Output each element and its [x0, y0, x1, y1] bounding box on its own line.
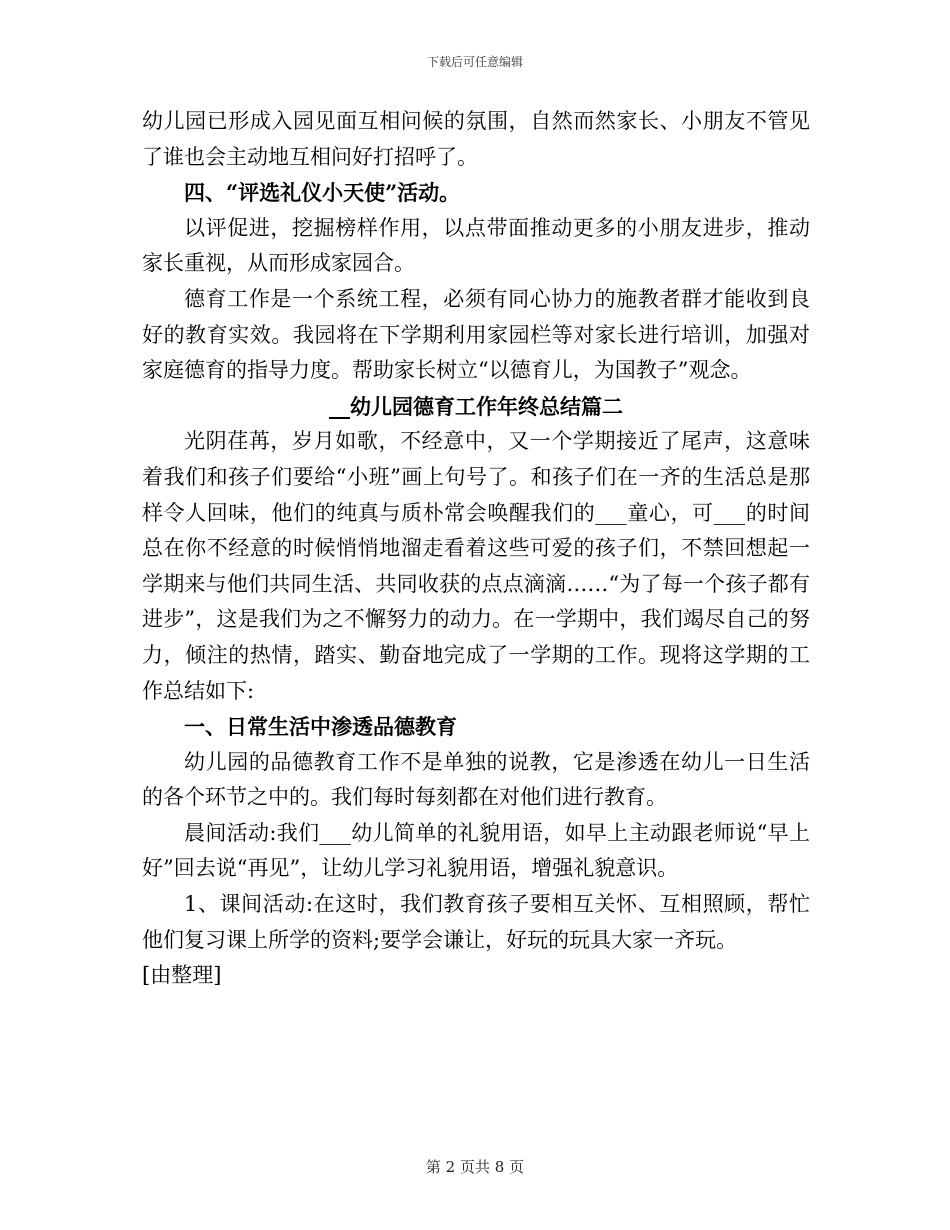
paragraph: 1、课间活动:在这时，我们教育孩子要相互关怀、互相照顾，帮忙他们复习课上所学的资料;要学会谦让，好玩的玩具大家一齐玩。: [142, 892, 810, 952]
paragraph-continuation: 幼儿园已形成入园见面互相问候的氛围，自然而然家长、小朋友不管见了谁也会主动地互相问好打招呼了。: [142, 109, 810, 169]
article-title: __幼儿园德育工作年终总结篇二: [329, 393, 623, 419]
paragraph: 晨间活动:我们___幼儿简单的礼貌用语，如早上主动跟老师说“早上好”回去说“再见”，让幼儿学习礼貌用语，增强礼貌意识。: [142, 820, 810, 881]
section-heading-four: 四、“评选礼仪小天使”活动。: [184, 180, 461, 206]
paragraph: 幼儿园的品德教育工作不是单独的说教，它是渗透在幼儿一日生活的各个环节之中的。我们每时每刻都在对他们进行教育。: [142, 749, 810, 810]
paragraph: 以评促进，挖掘榜样作用，以点带面推动更多的小朋友进步，推动家长重视，从而形成家园合。: [142, 215, 810, 276]
document-body: [142, 104, 810, 994]
paragraph: 德育工作是一个系统工程，必须有同心协力的施教者群才能收到良好的教育实效。我园将在下学期利用家园栏等对家长进行培训，加强对家庭德育的指导力度。帮助家长树立“以德育儿，为国教子”观念。: [142, 286, 810, 383]
section-heading-one: 一、日常生活中渗透品德教育: [184, 714, 457, 740]
paragraph: 光阴荏苒，岁月如歌，不经意中，又一个学期接近了尾声，这意味着我们和孩子们要给“小班”画上句号了。和孩子们在一齐的生活总是那样令人回味，他们的纯真与质朴常会唤醒我们的___童心，可___的时间总在你不经意的时候悄悄地溜走看着这些可爱的孩子们，不禁回想起一学期来与他们共同生活、共同收获的点点滴滴……“为了每一个孩子都有进步”，这是我们为之不懈努力的动力。在一学期中，我们竭尽自己的努力，倾注的热情，踏实、勤奋地完成了一学期的工作。现将这学期的工作总结如下:: [142, 429, 810, 703]
source-note: [由整理]: [142, 963, 222, 988]
page-indicator: 第 2 页共 8 页: [425, 1158, 525, 1176]
header-note: 下载后可任意编辑: [426, 55, 523, 69]
